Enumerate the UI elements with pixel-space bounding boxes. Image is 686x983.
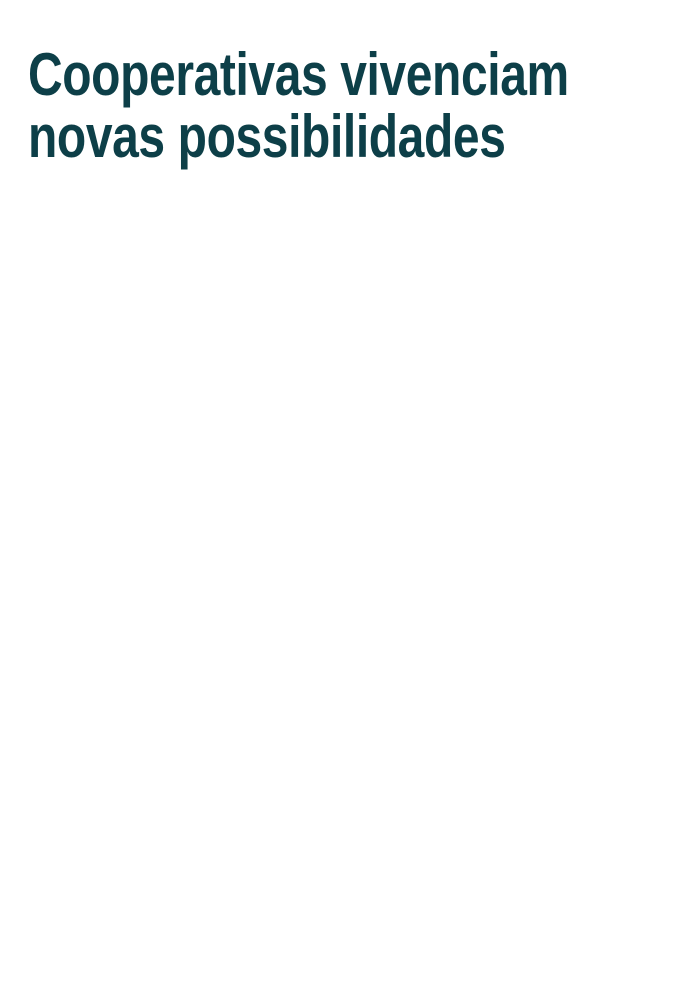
page-title-line-2: novas possibilidades — [28, 103, 506, 170]
page-title — [28, 41, 686, 170]
page-title-line-1: Cooperativas vivenciam — [28, 41, 569, 108]
